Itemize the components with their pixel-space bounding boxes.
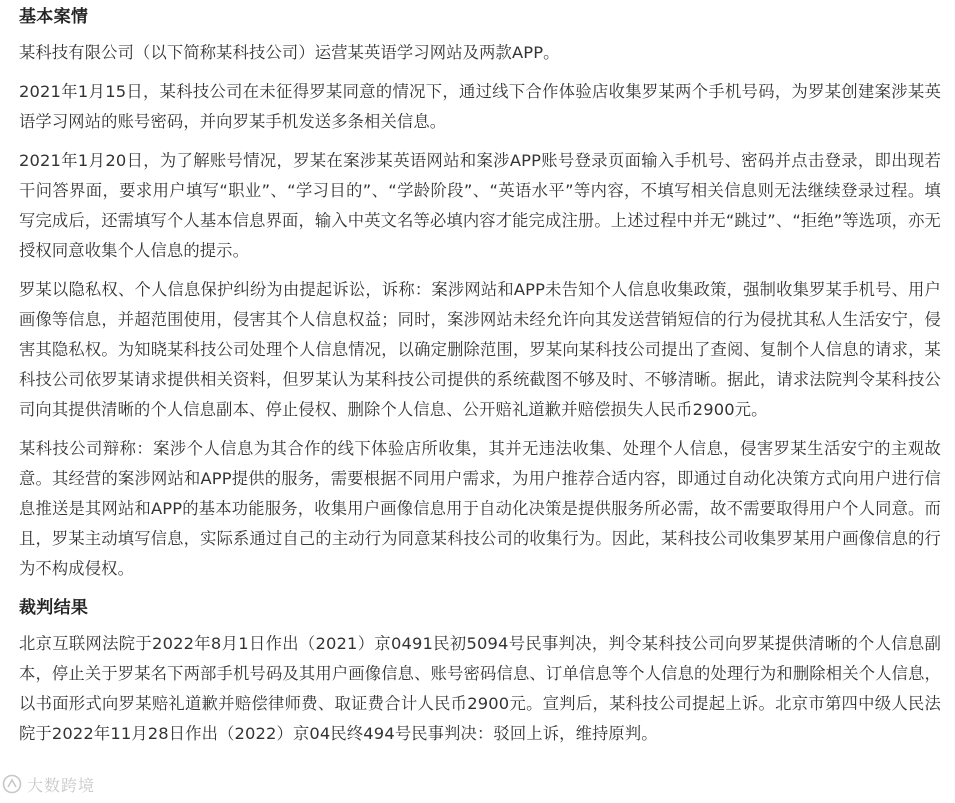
paragraph-judgment-result: 北京互联网法院于2022年8月1日作出（2021）京0491民初5094号民事判决，判令某科技公司向罗某提供清晰的个人信息副本，停止关于罗某名下两部手机号码及其用户画像信息、账号密码信息、订单信息等个人信息的处理行为和删除相关个人信息，以书面形式向罗某赔礼道歉并赔偿律师费、取证费合计人民币2900元。宣判后，某科技公司提起上诉。北京市第四中级人民法院于2022年11月28日作出（2022）京04民终494号民事判决：驳回上诉，维持原判。 bbox=[19, 634, 941, 743]
paragraph-facts-jan15: 2021年1月15日，某科技公司在未征得罗某同意的情况下，通过线下合作体验店收集罗某两个手机号码，为罗某创建案涉某英语学习网站的账号密码，并向罗某手机发送多条相关信息。 bbox=[19, 82, 941, 131]
section-heading-basic-facts: 基本案情 bbox=[19, 7, 89, 27]
article-content bbox=[19, 0, 941, 758]
paragraph-plaintiff-claim: 罗某以隐私权、个人信息保护纠纷为由提起诉讼，诉称：案涉网站和APP未告知个人信息收集政策，强制收集罗某手机号、用户画像等信息，并超范围使用，侵害其个人信息权益；同时，案涉网站未经允许向其发送营销短信的行为侵扰其私人生活安宁，侵害其隐私权。为知晓某科技公司处理个人信息情况，以确定删除范围，罗某向某科技公司提出了查阅、复制个人信息的请求，某科技公司依罗某请求提供相关资料，但罗某认为某科技公司提供的系统截图不够及时、不够清晰。据此，请求法院判令某科技公司向其提供清晰的个人信息副本、停止侵权、删除个人信息、公开赔礼道歉并赔偿损失人民币2900元。 bbox=[19, 280, 941, 419]
watermark-text: 大数跨境 bbox=[27, 775, 96, 795]
paragraph-defendant-defense: 某科技公司辩称：案涉个人信息为其合作的线下体验店所收集，其并无违法收集、处理个人信息，侵害罗某生活安宁的主观故意。其经营的案涉网站和APP提供的服务，需要根据不同用户需求，为用户推荐合适内容，即通过自动化决策方式向用户进行信息推送是其网站和APP的基本功能服务，收集用户画像信息用于自动化决策是提供服务所必需，故不需要取得用户个人同意。而且，罗某主动填写信息，实际系通过自己的主动行为同意某科技公司的收集行为。因此，某科技公司收集罗某用户画像信息的行为不构成侵权。 bbox=[19, 439, 941, 578]
paragraph-facts-jan20: 2021年1月20日，为了解账号情况，罗某在案涉某英语网站和案涉APP账号登录页面输入手机号、密码并点击登录，即出现若干问答界面，要求用户填写“职业”、“学习目的”、“学龄阶段”、“英语水平”等内容，不填写相关信息则无法继续登录过程。填写完成后，还需填写个人基本信息界面，输入中英文名等必填内容才能完成注册。上述过程中并无“跳过”、“拒绝”等选项，亦无授权同意收集个人信息的提示。 bbox=[19, 151, 941, 260]
paragraph-intro: 某科技有限公司（以下简称某科技公司）运营某英语学习网站及两款APP。 bbox=[19, 43, 560, 62]
section-heading-judgment: 裁判结果 bbox=[19, 598, 89, 618]
watermark-logo-icon bbox=[2, 774, 22, 794]
watermark bbox=[2, 771, 95, 797]
